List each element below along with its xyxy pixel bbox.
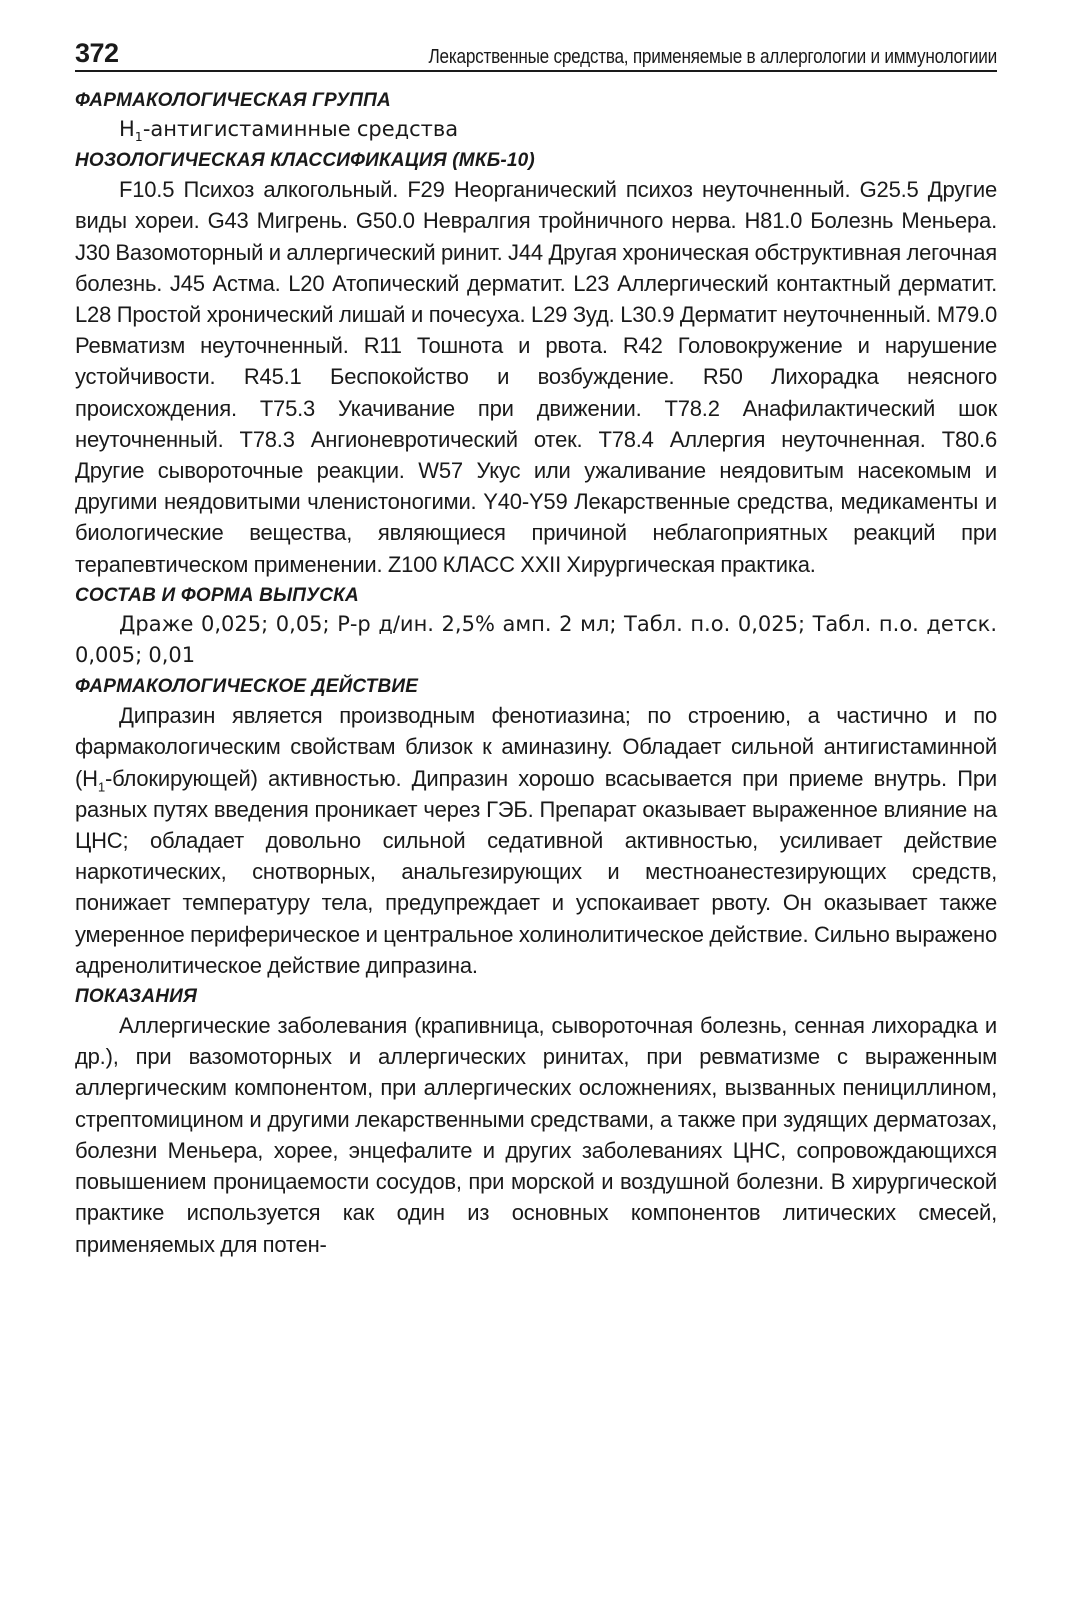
text-fragment: H	[119, 117, 135, 141]
section-body-pharmacological-action	[75, 700, 997, 981]
page-header	[75, 32, 997, 72]
subscript: 1	[97, 779, 105, 795]
section-title-pharmacological-action: ФАРМАКОЛОГИЧЕСКОЕ ДЕЙСТВИЕ	[75, 676, 419, 698]
subscript: 1	[134, 129, 143, 145]
page-content	[75, 88, 997, 1260]
section-title-indications: ПОКАЗАНИЯ	[75, 986, 198, 1008]
section-body-composition: Драже 0,025; 0,05; Р-р д/ин. 2,5% амп. 2 мл; Табл. п.о. 0,025; Табл. п.о. детск. 0,005; 0,01	[75, 611, 997, 668]
text-fragment: Дипразин является производным фенотиазина; по строению, а частично и по фармакологическим свойствам близок к аминазину. Обладает сильной антигистаминной (H	[75, 703, 997, 791]
page-number: 372	[75, 38, 119, 68]
running-head: Лекарственные средства, применяемые в аллергологии и иммунологиии	[428, 46, 997, 68]
section-body-indications: Аллергические заболевания (крапивница, сывороточная болезнь, сенная лихорадка и др.), при вазомоторных и аллергических ринитах, при ревматизме с выраженным аллергическим компонентом, при аллергических осложнениях, вызванных пенициллином, стрептомицином и другими лекарственными средствами, а также при зудящих дерматозах, болезни Меньера, хорее, энцефалите и других заболеваниях ЦНС, сопровождающихся повышением проницаемости сосудов, при морской и воздушной болезни. В хирургической практике используется как один из основных компонентов литических смесей, применяемых для потен-	[75, 1013, 997, 1257]
text-fragment: -блокирующей) активностью. Дипразин хорошо всасывается при приеме внутрь. При разных путях введения проникает через ГЭБ. Препарат оказывает выраженное влияние на ЦНС; обладает довольно сильной седативной активностью, усиливает действие наркотических, снотворных, анальгезирующих и местноанестезирующих средств, понижает температуру тела, предупреждает и успокаивает рвоту. Он оказывает также умеренное периферическое и центральное холинолитическое действие. Сильно выражено адренолитическое действие дипразина.	[75, 765, 997, 978]
section-body-pharmacological-group	[75, 114, 997, 145]
section-body-nosological-classification: F10.5 Психоз алкогольный. F29 Неорганический психоз неуточненный. G25.5 Другие виды хореи. G43 Мигрень. G50.0 Невралгия тройничного нерва. H81.0 Болезнь Меньера. J30 Вазомоторный и аллергический ринит. J44 Другая хроническая обструктивная легочная болезнь. J45 Астма. L20 Атопический дерматит. L23 Аллергический контактный дерматит. L28 Простой хронический лишай и почесуха. L29 Зуд. L30.9 Дерматит неуточненный. M79.0 Ревматизм неуточненный. R11 Тошнота и рвота. R42 Головокружение и нарушение устойчивости. R45.1 Беспокойство и возбуждение. R50 Лихорадка неясного происхождения. T75.3 Укачивание при движении. T78.2 Анафилактический шок неуточненный. T78.3 Ангионевротический отек. T78.4 Аллергия неуточненная. T80.6 Другие сывороточные реакции. W57 Укус или ужаливание неядовитым насекомым и другими неядовитыми членистоногими. Y40-Y59 Лекарственные средства, медикаменты и биологические вещества, являющиеся причиной неблагоприятных реакций при терапевтическом применении. Z100 КЛАСС XXII Хирургическая практика.	[75, 177, 998, 577]
text-fragment: -антигистаминные средства	[142, 117, 459, 141]
section-title-pharmacological-group: ФАРМАКОЛОГИЧЕСКАЯ ГРУППА	[75, 90, 391, 111]
section-title-nosological-classification: НОЗОЛОГИЧЕСКАЯ КЛАССИФИКАЦИЯ (МКБ-10)	[75, 150, 535, 172]
section-title-composition: СОСТАВ И ФОРМА ВЫПУСКА	[75, 584, 359, 606]
